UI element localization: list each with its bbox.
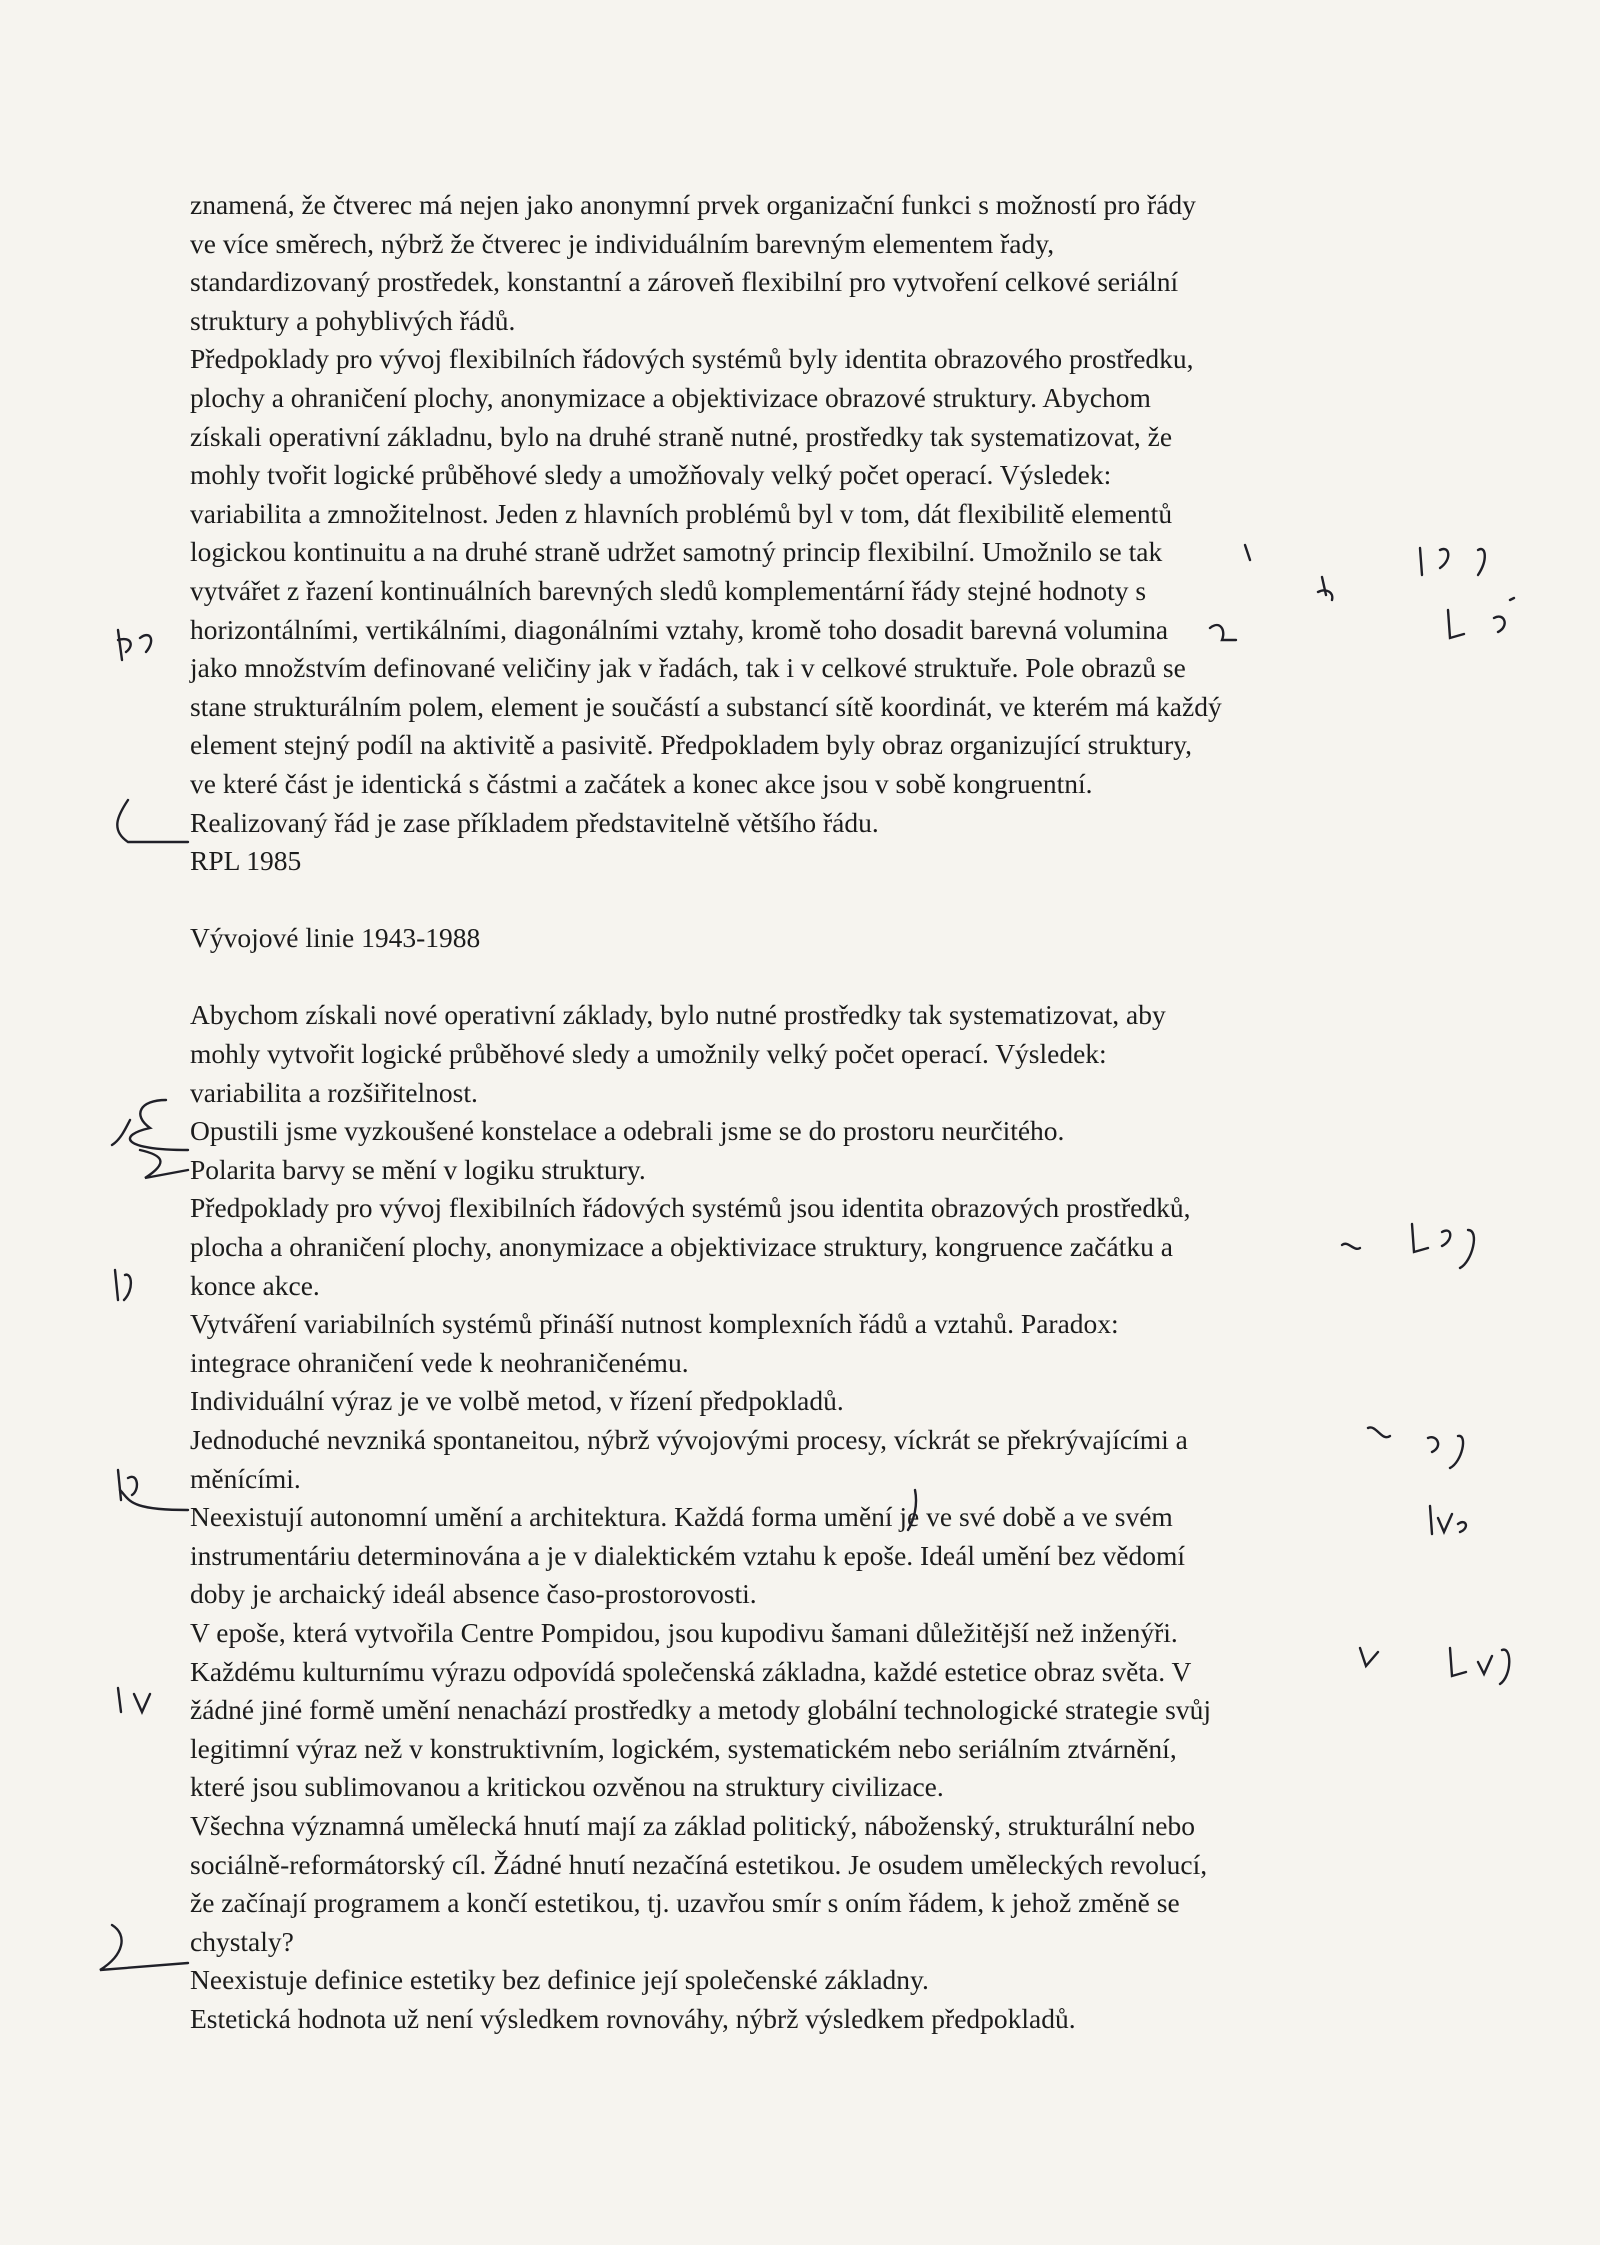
- text-line: vytvářet z řazení kontinuálních barevných sledů komplementární řády stejné hodnoty s: [190, 574, 1147, 606]
- text-line: Neexistují autonomní umění a architektura. Každá forma umění je ve své době a ve svém: [190, 1501, 1173, 1533]
- text-line: Individuální výraz je ve volbě metod, v řízení předpokladů.: [190, 1385, 844, 1417]
- margin-mark-left: [115, 1270, 131, 1300]
- text-line: struktury a pohyblivých řádů.: [190, 304, 516, 336]
- text-line: Předpoklady pro vývoj flexibilních řádových systémů jsou identita obrazových prostředků,: [190, 1192, 1191, 1224]
- inline-mark: [1318, 577, 1332, 600]
- text-line: Každému kulturnímu výrazu odpovídá společenská základna, každé estetice obraz světa. V: [190, 1655, 1192, 1687]
- text-line: stane strukturálním polem, element je součástí a substancí sítě koordinát, ve kterém má každý: [190, 690, 1222, 722]
- margin-mark-right: [1450, 1648, 1509, 1684]
- text-line: Opustili jsme vyzkoušené konstelace a odebrali jsme se do prostoru neurčitého.: [190, 1115, 1065, 1147]
- text-line: Neexistuje definice estetiky bez definice její společenské základny.: [190, 1964, 929, 1996]
- text-line: standardizovaný prostředek, konstantní a zároveň flexibilní pro vytvoření celkové seriální: [190, 266, 1179, 298]
- inline-mark: [1342, 1244, 1360, 1249]
- text-line: plocha a ohraničení plochy, anonymizace a objektivizace struktury, kongruence začátku a: [190, 1231, 1173, 1263]
- bracket-mark: [130, 1100, 188, 1150]
- text-line: ve které část je identická s částmi a začátek a konec akce jsou v sobě kongruentní.: [190, 767, 1093, 799]
- text-line: plochy a ohraničení plochy, anonymizace a objektivizace obrazové struktury. Abychom: [190, 381, 1151, 413]
- text-line: element stejný podíl na aktivitě a pasivitě. Předpokladem byly obraz organizující struktury,: [190, 729, 1192, 761]
- inline-mark: [1245, 545, 1250, 560]
- text-line: Polarita barvy se mění v logiku struktury.: [190, 1153, 646, 1185]
- text-line: měnícími.: [190, 1462, 301, 1494]
- bracket-mark: [100, 1925, 188, 1970]
- inline-mark: [908, 1490, 916, 1530]
- text-line: které jsou sublimovanou a kritickou ozvěnou na struktury civilizace.: [190, 1771, 944, 1803]
- text-line: Estetická hodnota už není výsledkem rovnováhy, nýbrž výsledkem předpokladů.: [190, 2002, 1076, 2034]
- text-line: získali operativní základnu, bylo na druhé straně nutné, prostředky tak systematizovat, že: [190, 420, 1173, 452]
- inline-mark: [1368, 1427, 1390, 1437]
- text-line: Abychom získali nové operativní základy, bylo nutné prostředky tak systematizovat, aby: [190, 999, 1166, 1031]
- text-line: V epoše, která vytvořila Centre Pompidou, jsou kupodivu šamani důležitější než inženýři.: [190, 1616, 1178, 1648]
- text-line: chystaly?: [190, 1925, 294, 1957]
- text-line: Všechna významná umělecká hnutí mají za základ politický, náboženský, strukturální nebo: [190, 1809, 1195, 1841]
- bracket-mark: [120, 1490, 188, 1510]
- text-line: znamená, že čtverec má nejen jako anonymní prvek organizační funkci s možností pro řády: [190, 189, 1196, 220]
- text-line: mohly vytvořit logické průběhové sledy a umožnily velký počet operací. Výsledek:: [190, 1038, 1107, 1070]
- text-line: horizontálními, vertikálními, diagonálními vztahy, kromě toho dosadit barevná volumina: [190, 613, 1169, 645]
- text-line: Vytváření variabilních systémů přináší nutnost komplexních řádů a vztahů. Paradox:: [190, 1308, 1119, 1340]
- bracket-mark: [112, 1120, 130, 1145]
- bracket-mark: [117, 800, 188, 842]
- text-line: mohly tvořit logické průběhové sledy a umožňovaly velký počet operací. Výsledek:: [190, 459, 1112, 491]
- signature-line: RPL 1985: [190, 845, 302, 877]
- section-heading: Vývojové linie 1943-1988: [190, 922, 481, 954]
- text-line: sociálně-reformátorský cíl. Žádné hnutí nezačíná estetikou. Je osudem uměleckých revolucí,: [190, 1848, 1208, 1880]
- text-line: Jednoduché nevzniká spontaneitou, nýbrž vývojovými procesy, víckrát se překrývajícími a: [190, 1424, 1188, 1455]
- text-line: ve více směrech, nýbrž že čtverec je individuálním barevným elementem řady,: [190, 227, 1055, 259]
- bracket-mark: [140, 1150, 188, 1178]
- margin-mark-right: [1412, 1224, 1474, 1268]
- margin-mark-left: [140, 635, 151, 652]
- text-line: jako množstvím definované veličiny jak v řadách, tak i v celkové struktuře. Pole obrazů se: [190, 652, 1186, 684]
- text-line: konce akce.: [190, 1269, 320, 1301]
- text-line: že začínají programem a končí estetikou, tj. uzavřou smír s oním řádem, k jehož změně se: [190, 1887, 1180, 1919]
- margin-mark-left: [118, 1470, 137, 1500]
- margin-mark-right: [1420, 548, 1485, 575]
- margin-mark-left: [118, 1688, 150, 1712]
- text-line: doby je archaický ideál absence časo-prostorovosti.: [190, 1578, 757, 1610]
- inline-mark: [1360, 1648, 1378, 1666]
- margin-mark-right: [1430, 1506, 1466, 1534]
- inline-mark: [1210, 625, 1236, 640]
- text-line: žádné jiné formě umění nenachází prostředky a metody globální technologické strategie svůj: [190, 1694, 1211, 1726]
- margin-mark-right: [1448, 598, 1514, 638]
- text-line: legitimní výraz než v konstruktivním, logickém, systematickém nebo seriálním ztvárnění,: [190, 1732, 1177, 1764]
- text-line: Předpoklady pro vývoj flexibilních řádových systémů byly identita obrazového prostředku,: [190, 343, 1194, 375]
- text-line: Realizovaný řád je zase příkladem představitelně většího řádu.: [190, 806, 879, 838]
- margin-mark-left: [118, 630, 131, 660]
- text-line: logickou kontinuitu a na druhé straně udržet samotný princip flexibilní. Umožnilo se tak: [190, 536, 1163, 568]
- margin-mark-right: [1428, 1436, 1463, 1468]
- text-line: variabilita a rozšiřitelnost.: [190, 1076, 478, 1108]
- text-line: integrace ohraničení vede k neohraničenému.: [190, 1346, 689, 1378]
- text-line: variabilita a zmnožitelnost. Jeden z hlavních problémů byl v tom, dát flexibilitě elementů: [190, 497, 1173, 529]
- text-line: instrumentáriu determinována a je v dialektickém vztahu k epoše. Ideál umění bez vědomí: [190, 1539, 1185, 1571]
